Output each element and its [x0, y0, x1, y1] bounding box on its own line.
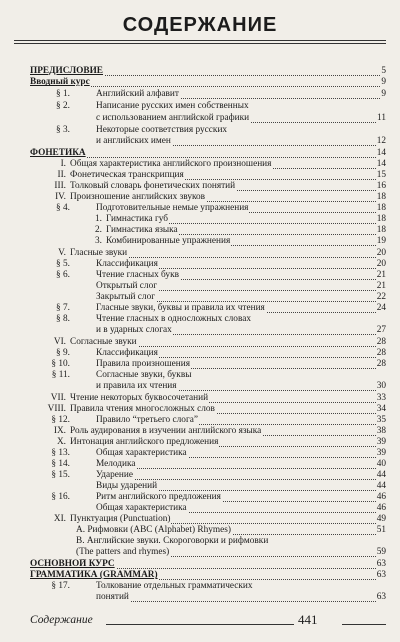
toc-entry-title: Ритм английского предложения — [96, 491, 221, 502]
toc-entry-page: 38 — [376, 425, 386, 436]
toc-entry-number: § 4. — [56, 202, 70, 213]
toc-entry — [30, 514, 386, 525]
toc-entry-number: § 5. — [56, 258, 70, 269]
toc-entry-title: ОСНОВНОЙ КУРС — [30, 559, 115, 570]
toc-entry-title: и в ударных слогах — [96, 324, 172, 335]
toc-entry-title: Толковый словарь фонетических понятий — [70, 180, 236, 191]
toc-entry — [30, 448, 386, 459]
toc-entry-page: 14 — [376, 147, 386, 158]
toc-entry-number: § 1. — [56, 89, 70, 100]
toc-entry-page: 59 — [376, 547, 386, 558]
toc-entry-title: Роль аудирования в изучении английского языка — [70, 425, 262, 436]
toc-entry — [30, 404, 386, 415]
toc-entry — [30, 559, 386, 570]
toc-entry-number: I. — [60, 158, 66, 169]
toc-entry-title: Написание русских имен собственных — [96, 101, 249, 112]
toc-entry-page: 22 — [376, 291, 386, 302]
toc-entry-page: 63 — [376, 592, 386, 603]
toc-entry-page: 5 — [381, 66, 386, 76]
toc-entry-page: 28 — [376, 358, 386, 369]
page-number: 441 — [298, 612, 318, 627]
toc-entry — [30, 426, 386, 437]
toc-entry-page: 21 — [376, 269, 386, 280]
toc-entry — [30, 214, 386, 225]
toc-entry-number: § 3. — [56, 124, 70, 135]
toc-entry-number: III. — [54, 180, 66, 191]
toc-entry-page: 40 — [376, 458, 386, 469]
footer-rule-left — [106, 624, 294, 625]
toc-entry — [30, 192, 386, 203]
toc-entry-number: § 16. — [51, 491, 70, 502]
toc-entry — [30, 503, 386, 514]
toc-entry-page: 16 — [376, 180, 386, 191]
toc-entry — [30, 292, 386, 303]
toc-entry — [30, 547, 386, 558]
toc-entry-title: Толкование отдельных грамматических — [96, 581, 253, 592]
toc-entry-page: 18 — [376, 191, 386, 202]
toc-entry-page: 19 — [376, 235, 386, 246]
toc-entry — [30, 203, 386, 214]
toc-entry — [30, 148, 386, 159]
title-rule-bottom — [14, 43, 386, 44]
toc-entry-title: А. Рифмовки (ABC (Alphabet) Rhymes) — [76, 525, 231, 536]
toc-entry-page: 63 — [376, 570, 386, 581]
toc-entry — [30, 348, 386, 359]
toc-entry-page: 18 — [376, 224, 386, 235]
toc-entry-title: ФОНЕТИКА — [30, 147, 86, 158]
toc-entry-number: § 17. — [51, 581, 70, 592]
toc-leader-dots — [96, 459, 386, 469]
toc-entry-page: 46 — [376, 491, 386, 502]
toc-entry-title: Некоторые соответствия русских — [96, 124, 228, 135]
toc-entry — [30, 303, 386, 314]
toc-entry-number: X. — [56, 436, 66, 447]
toc-entry-title: Правило “третьего слога” — [96, 414, 199, 425]
toc-entry-page: 14 — [376, 158, 386, 169]
page-title: СОДЕРЖАНИЕ — [122, 14, 278, 36]
toc-entry-page: 30 — [376, 380, 386, 391]
toc-entry — [30, 525, 386, 536]
toc-entry — [30, 570, 386, 581]
toc-entry-page: 44 — [376, 480, 386, 491]
toc-entry — [30, 66, 386, 77]
toc-entry-page: 21 — [376, 280, 386, 291]
toc-entry-number: IX. — [53, 425, 66, 436]
footer-rule-right — [342, 624, 386, 625]
toc-entry-number: VI. — [53, 336, 66, 347]
toc-entry-number: 1. — [95, 213, 102, 224]
toc-entry — [30, 270, 386, 281]
toc-leader-dots — [96, 470, 386, 480]
toc-entry-page: 15 — [376, 169, 386, 180]
toc-entry-title: Гимнастика губ — [106, 213, 169, 224]
toc-entry — [30, 325, 386, 336]
toc-entry — [30, 236, 386, 247]
toc-entry-title: Мелодика — [96, 458, 136, 469]
toc-entry — [30, 281, 386, 292]
toc-entry — [30, 89, 386, 100]
toc-entry-title: с использованием английской графики — [96, 112, 250, 123]
toc-entry — [30, 370, 386, 381]
toc-entry-title: Произношение английских звуков — [70, 191, 206, 202]
toc-entry-page: 11 — [377, 112, 386, 123]
toc-entry-title: Пунктуация (Punctuation) — [70, 514, 171, 525]
toc-entry-page: 49 — [376, 514, 386, 525]
toc-entry-number: § 13. — [51, 447, 70, 458]
toc-entry — [30, 101, 386, 112]
toc-entry-title: Классификация — [96, 347, 158, 358]
toc-entry-number: XI. — [53, 514, 66, 525]
toc-entry-page: 51 — [376, 525, 386, 536]
toc-entry-page: 24 — [376, 302, 386, 313]
toc-entry — [30, 125, 386, 136]
toc-entry-title: Правила произношения — [96, 358, 190, 369]
toc-entry-title: Вводный курс — [30, 77, 90, 88]
toc-entry-title: Гласные звуки, буквы и правила их чтения — [96, 302, 265, 313]
toc-leader-dots — [96, 592, 386, 602]
toc-entry-page: 35 — [376, 414, 386, 425]
toc-entry-title: Гимнастика языка — [106, 224, 178, 235]
toc-entry — [30, 581, 386, 592]
toc-entry — [30, 225, 386, 236]
toc-entry-number: II. — [57, 169, 66, 180]
toc-entry — [30, 459, 386, 470]
toc-entry — [30, 314, 386, 325]
toc-entry-number: § 2. — [56, 101, 70, 112]
toc-entry-title: Чтение гласных букв — [96, 269, 179, 280]
toc-entry-number: 2. — [95, 224, 102, 235]
toc-entry-title: Общая характеристика — [96, 502, 187, 513]
toc-entry — [30, 77, 386, 88]
toc-entry-page: 44 — [376, 469, 386, 480]
toc-entry — [30, 170, 386, 181]
footer-section-label: Содержание — [30, 614, 93, 626]
toc-entry-number: § 6. — [56, 269, 70, 280]
toc-entry-title: Английский алфавит — [96, 89, 179, 100]
toc-entry-number: VII. — [50, 392, 66, 403]
toc-entry-number: § 15. — [51, 469, 70, 480]
toc-entry-title: ПРЕДИСЛОВИЕ — [30, 66, 104, 76]
toc-entry — [30, 337, 386, 348]
toc-entry — [30, 359, 386, 370]
toc-entry-page: 28 — [376, 336, 386, 347]
toc-entry-number: § 14. — [51, 458, 70, 469]
toc-entry-title: Интонация английского предложения — [70, 436, 219, 447]
toc-entry-page: 18 — [376, 202, 386, 213]
toc-entry — [30, 492, 386, 503]
toc-entry-number: § 11. — [51, 369, 70, 380]
toc-entry-title: В. Английские звуки. Скороговорки и рифмовки — [76, 536, 269, 547]
toc-entry-number: IV. — [55, 191, 66, 202]
toc-entry — [30, 415, 386, 426]
toc-entry — [30, 592, 386, 603]
toc-entry-title: Чтение гласных в односложных словах — [96, 313, 251, 324]
toc-entry-number: § 12. — [51, 414, 70, 425]
toc-entry — [30, 536, 386, 547]
toc-entry-title: Закрытый слог — [96, 291, 156, 302]
toc-entry-number: 3. — [95, 235, 102, 246]
toc-entry-title: Подготовительные немые упражнения — [96, 202, 249, 213]
toc-entry-title: понятий — [96, 592, 129, 603]
toc-entry-number: § 7. — [56, 302, 70, 313]
toc-entry-page: 63 — [376, 559, 386, 570]
toc-entry-page: 33 — [376, 392, 386, 403]
toc-entry — [30, 113, 386, 124]
toc-entry-title: (The patters and rhymes) — [76, 547, 170, 558]
toc-entry — [30, 259, 386, 270]
toc-entry — [30, 437, 386, 448]
toc-entry-title: Виды ударений — [96, 480, 158, 491]
toc-entry — [30, 393, 386, 404]
toc-entry-number: V. — [58, 247, 66, 258]
toc-entry-page: 20 — [376, 258, 386, 269]
toc-entry — [30, 248, 386, 259]
toc-entry — [30, 381, 386, 392]
toc-entry-title: Классификация — [96, 258, 158, 269]
toc-entry — [30, 481, 386, 492]
toc-entry-title: Открытый слог — [96, 280, 158, 291]
toc-entry-page: 46 — [376, 502, 386, 513]
toc-entry-page: 34 — [376, 403, 386, 414]
toc-entry-title: и правила их чтения — [96, 380, 177, 391]
toc-entry-number: VIII. — [47, 403, 66, 414]
toc-entry-number: § 10. — [51, 358, 70, 369]
toc-entry-title: ГРАММАТИКА (GRAMMAR) — [30, 570, 158, 581]
toc-entry-title: Комбинированные упражнения — [106, 235, 231, 246]
title-rule-top — [14, 40, 386, 41]
toc-entry-page: 39 — [376, 436, 386, 447]
toc-entry — [30, 181, 386, 192]
toc-entry-title: Общая характеристика — [96, 447, 187, 458]
toc-entry-title: Ударение — [96, 469, 133, 480]
toc-entry — [30, 136, 386, 147]
toc-entry-page: 9 — [381, 89, 386, 100]
toc-entry-title: и английских имен — [96, 135, 171, 146]
toc-entry-number: § 9. — [56, 347, 70, 358]
toc-entry-page: 12 — [376, 135, 386, 146]
toc-entry-title: Фонетическая транскрипция — [70, 169, 184, 180]
toc-entry-page: 20 — [376, 247, 386, 258]
toc-entry-page: 9 — [381, 77, 386, 88]
toc-entry-title: Общая характеристика английского произношения — [70, 158, 272, 169]
toc-entry-page: 27 — [376, 324, 386, 335]
toc-entry-page: 18 — [376, 213, 386, 224]
toc-entry-page: 39 — [376, 447, 386, 458]
toc-entry-title: Чтение некоторых буквосочетаний — [70, 392, 209, 403]
toc-entry-title: Согласные звуки, буквы — [96, 369, 192, 380]
toc-entry-number: § 8. — [56, 313, 70, 324]
toc-entry-title: Правила чтения многосложных слов — [70, 403, 215, 414]
toc-entry-title: Гласные звуки — [70, 247, 128, 258]
toc-entry-page: 28 — [376, 347, 386, 358]
toc-entry-title: Согласные звуки — [70, 336, 137, 347]
toc-entry — [30, 159, 386, 170]
toc-entry — [30, 470, 386, 481]
